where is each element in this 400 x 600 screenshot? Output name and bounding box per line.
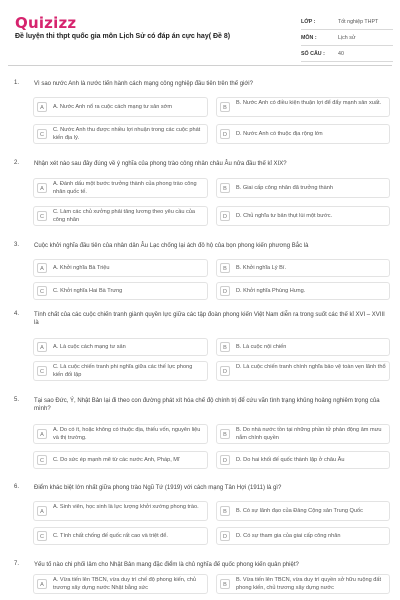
option-letter-badge: D	[220, 455, 230, 465]
option-d[interactable]	[216, 361, 390, 381]
option-b[interactable]	[216, 501, 390, 521]
question-number: 5.	[14, 397, 20, 403]
option-text: D. Nước Anh có thuộc địa rộng lớn	[236, 131, 323, 137]
option-letter-badge: C	[37, 286, 47, 296]
question-text: Tại sao Đức, Ý, Nhật Bản lại đi theo con đường phát xít hóa chế độ chính trị để cứu vãn tình trạng khủng hoảng nghiêm trọng của mình?	[34, 398, 380, 412]
option-letter-badge: D	[220, 366, 230, 376]
option-b[interactable]	[216, 259, 390, 277]
option-c[interactable]	[33, 451, 208, 469]
option-d[interactable]	[216, 451, 390, 469]
option-b[interactable]	[216, 338, 390, 356]
meta-row-count	[301, 46, 393, 62]
option-text: A. Là cuộc cách mạng tư sản	[53, 344, 126, 350]
option-text: B. Là cuộc nội chiến	[236, 344, 287, 350]
option-text: C. Nước Anh thu được nhiều lợi nhuận trong các cuộc phát kiến địa lý.	[53, 127, 201, 141]
option-letter-badge: C	[37, 455, 47, 465]
option-text: A. Sinh viên, học sinh là lực lượng khởi xướng phong trào.	[53, 504, 199, 510]
option-letter-badge: B	[220, 102, 230, 112]
option-text: A. Đánh dấu một bước trưởng thành của phong trào công nhân quốc tế.	[53, 181, 197, 195]
option-letter-badge: B	[220, 342, 230, 352]
option-text: C. Là cuộc chiến tranh phi nghĩa giữa các thế lực phong kiến đối lập	[53, 364, 193, 378]
option-letter-badge: B	[220, 579, 230, 589]
question-number: 3.	[14, 242, 20, 248]
option-letter-badge: D	[220, 531, 230, 541]
option-letter-badge: C	[37, 366, 47, 376]
meta-key: MÔN :	[301, 34, 317, 41]
header-divider	[8, 65, 392, 66]
option-letter-badge: A	[37, 102, 47, 112]
option-letter-badge: C	[37, 531, 47, 541]
option-b[interactable]	[216, 97, 390, 117]
option-letter-badge: A	[37, 342, 47, 352]
option-d[interactable]	[216, 206, 390, 226]
option-letter-badge: A	[37, 429, 47, 439]
option-letter-badge: B	[220, 263, 230, 273]
option-c[interactable]	[33, 527, 208, 545]
meta-row-class	[301, 14, 393, 30]
option-c[interactable]	[33, 206, 208, 226]
option-a[interactable]	[33, 178, 208, 198]
option-letter-badge: A	[37, 506, 47, 516]
option-letter-badge: A	[37, 579, 47, 589]
option-text: D. Có sự tham gia của giai cấp công nhân	[236, 533, 341, 539]
option-letter-badge: B	[220, 429, 230, 439]
question-number: 4.	[14, 311, 20, 317]
option-b[interactable]	[216, 424, 390, 444]
question-number: 1.	[14, 80, 20, 86]
option-text: B. Có sự lãnh đạo của Đảng Cộng sản Trung Quốc	[236, 508, 363, 514]
question-text: Cuộc khởi nghĩa đầu tiên của nhân dân Âu Lạc chống lại ách đô hộ của bọn phong kiến phương Bắc là	[34, 243, 309, 249]
meta-value: Tốt nghiệp THPT	[338, 18, 379, 25]
option-text: A. Do có ít, hoặc không có thuộc địa, thiếu vốn, nguyên liệu và thị trường.	[53, 427, 201, 441]
option-text: C. Tính chất chống đế quốc rất cao và triệt để.	[53, 533, 168, 539]
question-text: Vì sao nước Anh là nước tiến hành cách mạng công nghiệp đầu tiên trên thế giới?	[34, 81, 253, 87]
question-text: Nhận xét nào sau đây đúng về ý nghĩa của phong trào công nhân châu Âu nửa đầu thế kỉ XIX?	[34, 161, 287, 167]
option-letter-badge: B	[220, 183, 230, 193]
option-a[interactable]	[33, 259, 208, 277]
meta-row-subject	[301, 30, 393, 46]
question-text: Điểm khác biệt lớn nhất giữa phong trào Ngũ Tứ (1919) với cách mạng Tân Hợi (1911) là gì?	[34, 485, 282, 491]
meta-value: 40	[338, 50, 344, 57]
question-number: 2.	[14, 160, 20, 166]
meta-table	[301, 14, 393, 62]
option-d[interactable]	[216, 282, 390, 300]
option-text: D. Là cuộc chiến tranh chính nghĩa bảo vệ toàn vẹn lãnh thổ	[236, 364, 386, 370]
question-text: Yếu tố nào chi phối lâm cho Nhật Bản mang đặc điểm là chủ nghĩa đế quốc phong kiến quân phiệt?	[34, 562, 299, 568]
option-text: B. Vừa tiến lên TBCN, vừa duy trì quyền sở hữu ruộng đất phong kiến, chủ trương xây dựng nước	[236, 577, 382, 591]
option-letter-badge: D	[220, 211, 230, 221]
option-d[interactable]	[216, 527, 390, 545]
option-letter-badge: D	[220, 129, 230, 139]
page-title: Đề luyện thi thpt quốc gia môn Lịch Sử có đáp án cực hay( Đề 8)	[15, 33, 231, 40]
option-text: C. Khởi nghĩa Hai Bà Trưng	[53, 288, 123, 294]
meta-key: LỚP :	[301, 18, 316, 25]
option-text: D. Chủ nghĩa tư bản thụt lùi một bước.	[236, 213, 333, 219]
meta-value: Lịch sử	[338, 34, 356, 41]
option-letter-badge: D	[220, 286, 230, 296]
option-c[interactable]	[33, 361, 208, 381]
option-text: A. Khởi nghĩa Bà Triệu	[53, 265, 110, 271]
option-text: C. Do sức ép mạnh mẽ từ các nước Anh, Pháp, Mĩ	[53, 457, 180, 463]
question-number: 7.	[14, 561, 20, 567]
meta-key: SỐ CÂU :	[301, 50, 325, 57]
option-letter-badge: A	[37, 183, 47, 193]
option-letter-badge: C	[37, 211, 47, 221]
quizizz-logo: Quizizz	[15, 14, 77, 32]
option-a[interactable]	[33, 97, 208, 117]
option-letter-badge: B	[220, 506, 230, 516]
option-text: D. Khởi nghĩa Phùng Hưng.	[236, 288, 306, 294]
option-text: C. Làm các chủ xưởng phải tăng lương theo yêu cầu của công nhân	[53, 209, 196, 223]
option-b[interactable]	[216, 178, 390, 198]
option-text: B. Do nhà nước tồn tại những phần tử phản động âm mưu nắm chính quyền	[236, 427, 382, 441]
option-text: A. Nước Anh nổ ra cuộc cách mạng tư sản sớm	[53, 104, 172, 110]
option-letter-badge: C	[37, 129, 47, 139]
option-a[interactable]	[33, 424, 208, 444]
option-text: B. Khởi nghĩa Lý Bí.	[236, 265, 286, 271]
option-a[interactable]	[33, 338, 208, 356]
option-d[interactable]	[216, 124, 390, 144]
option-text: D. Do hai khối đế quốc thành lập ở châu Âu	[236, 457, 345, 463]
option-a[interactable]	[33, 574, 208, 594]
option-c[interactable]	[33, 282, 208, 300]
option-text: A. Vừa tiến lên TBCN, vừa duy trì chế độ phong kiến, chủ trương xây dựng nước Nhật bằng sức	[53, 577, 196, 591]
option-a[interactable]	[33, 501, 208, 521]
option-letter-badge: A	[37, 263, 47, 273]
option-text: B. Nước Anh có điều kiện thuận lợi để đẩy mạnh sản xuất.	[236, 100, 382, 106]
option-c[interactable]	[33, 124, 208, 144]
option-b[interactable]	[216, 574, 390, 594]
option-text: B. Giai cấp công nhân đã trưởng thành	[236, 185, 333, 191]
question-text: Tính chất của các cuộc chiến tranh giành quyền lực giữa các tập đoàn phong kiến Việt Nam diễn ra trong suốt các thế kỉ XVI – XVIII là	[34, 312, 385, 326]
question-number: 6.	[14, 484, 20, 490]
